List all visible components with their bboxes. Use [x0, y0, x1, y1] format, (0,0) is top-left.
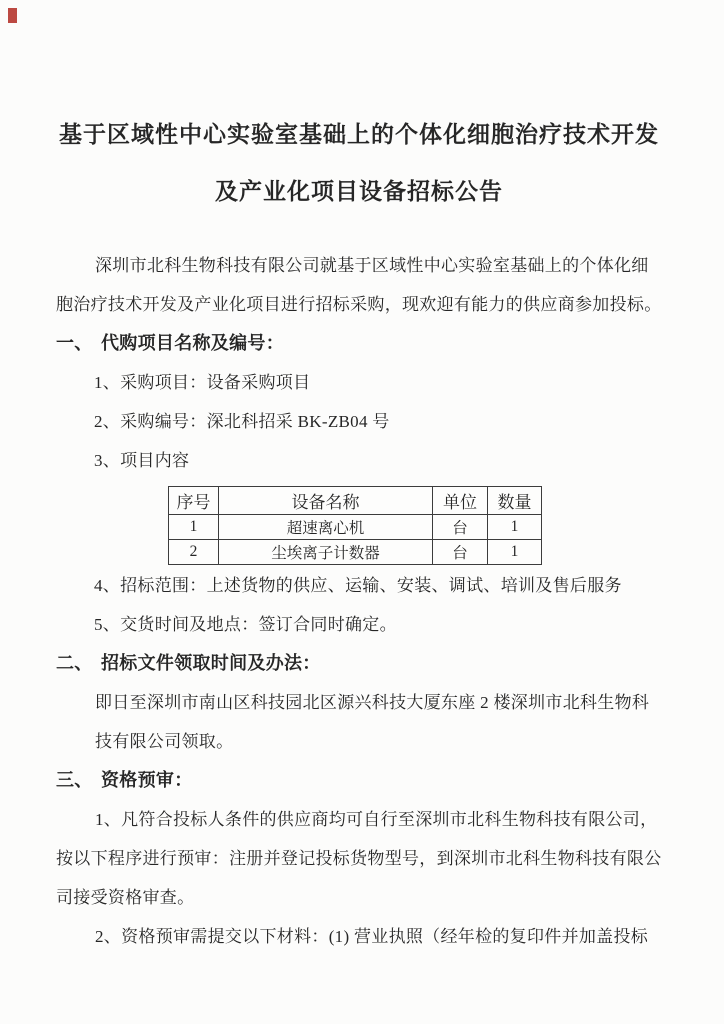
prequalification-paragraph-1 — [56, 800, 662, 917]
section-3-title: 资格预审： — [101, 770, 193, 790]
table-cell-name: 超速离心机 — [219, 515, 433, 540]
table-cell-unit: 台 — [433, 540, 488, 565]
section-2-line-2: 技有限公司领取。 — [95, 732, 234, 751]
section-2-title: 招标文件领取时间及办法： — [101, 653, 321, 673]
preq-1-line-2: 按以下程序进行预审：注册并登记投标货物型号，到深圳市北科生物科技有限公 — [56, 849, 662, 868]
table-cell-seq: 2 — [169, 540, 219, 565]
equipment-table — [168, 486, 542, 565]
item-tender-scope — [56, 566, 662, 605]
item-project-content: 3、项目内容 — [94, 451, 190, 470]
title-line-1: 基于区域性中心实验室基础上的个体化细胞治疗技术开发 — [59, 122, 659, 147]
title-line-2: 及产业化项目设备招标公告 — [215, 179, 503, 204]
section-1-title: 代购项目名称及编号： — [101, 333, 284, 353]
preq-1-line-3: 司接受资格审查。 — [56, 888, 195, 907]
scan-artifact-red-mark — [8, 8, 17, 23]
item-procurement-number: 2、采购编号：深北科招采 BK-ZB04 号 — [94, 412, 390, 431]
table-header-row — [169, 487, 542, 515]
section-1-items — [56, 363, 662, 480]
table-header-qty: 数量 — [488, 487, 542, 515]
table-cell-unit: 台 — [433, 515, 488, 540]
table-cell-name: 尘埃离子计数器 — [219, 540, 433, 565]
section-2-heading — [56, 644, 662, 683]
section-2-label: 二、 — [56, 653, 93, 673]
table-cell-seq: 1 — [169, 515, 219, 540]
section-3-heading — [56, 761, 662, 800]
item-delivery-line: 5、交货时间及地点：签订合同时确定。 — [94, 615, 397, 634]
preq-2-line-1: 2、资格预审需提交以下材料：(1) 营业执照（经年检的复印件并加盖投标 — [95, 927, 649, 946]
table-header-seq: 序号 — [169, 487, 219, 515]
document-title — [56, 0, 662, 220]
item-procurement-project: 1、采购项目：设备采购项目 — [94, 373, 311, 392]
table-header-unit: 单位 — [433, 487, 488, 515]
table-cell-qty: 1 — [488, 515, 542, 540]
table-row — [169, 515, 542, 540]
section-2-paragraph — [56, 683, 662, 761]
table-cell-qty: 1 — [488, 540, 542, 565]
prequalification-paragraph-2 — [56, 917, 662, 956]
intro-line-1: 深圳市北科生物科技有限公司就基于区域性中心实验室基础上的个体化细 — [95, 256, 649, 275]
preq-1-line-1: 1、凡符合投标人条件的供应商均可自行至深圳市北科生物科技有限公司， — [95, 810, 658, 829]
section-1-heading — [56, 324, 662, 363]
intro-line-2: 胞治疗技术开发及产业化项目进行招标采购，现欢迎有能力的供应商参加投标。 — [56, 295, 662, 314]
table-row — [169, 540, 542, 565]
section-2-line-1: 即日至深圳市南山区科技园北区源兴科技大厦东座 2 楼深圳市北科生物科 — [95, 693, 650, 712]
intro-paragraph — [56, 246, 662, 324]
item-tender-scope-line: 4、招标范围：上述货物的供应、运输、安装、调试、培训及售后服务 — [94, 576, 622, 595]
table-header-name: 设备名称 — [219, 487, 433, 515]
section-1-label: 一、 — [56, 333, 93, 353]
section-3-label: 三、 — [56, 770, 93, 790]
item-delivery — [56, 605, 662, 644]
